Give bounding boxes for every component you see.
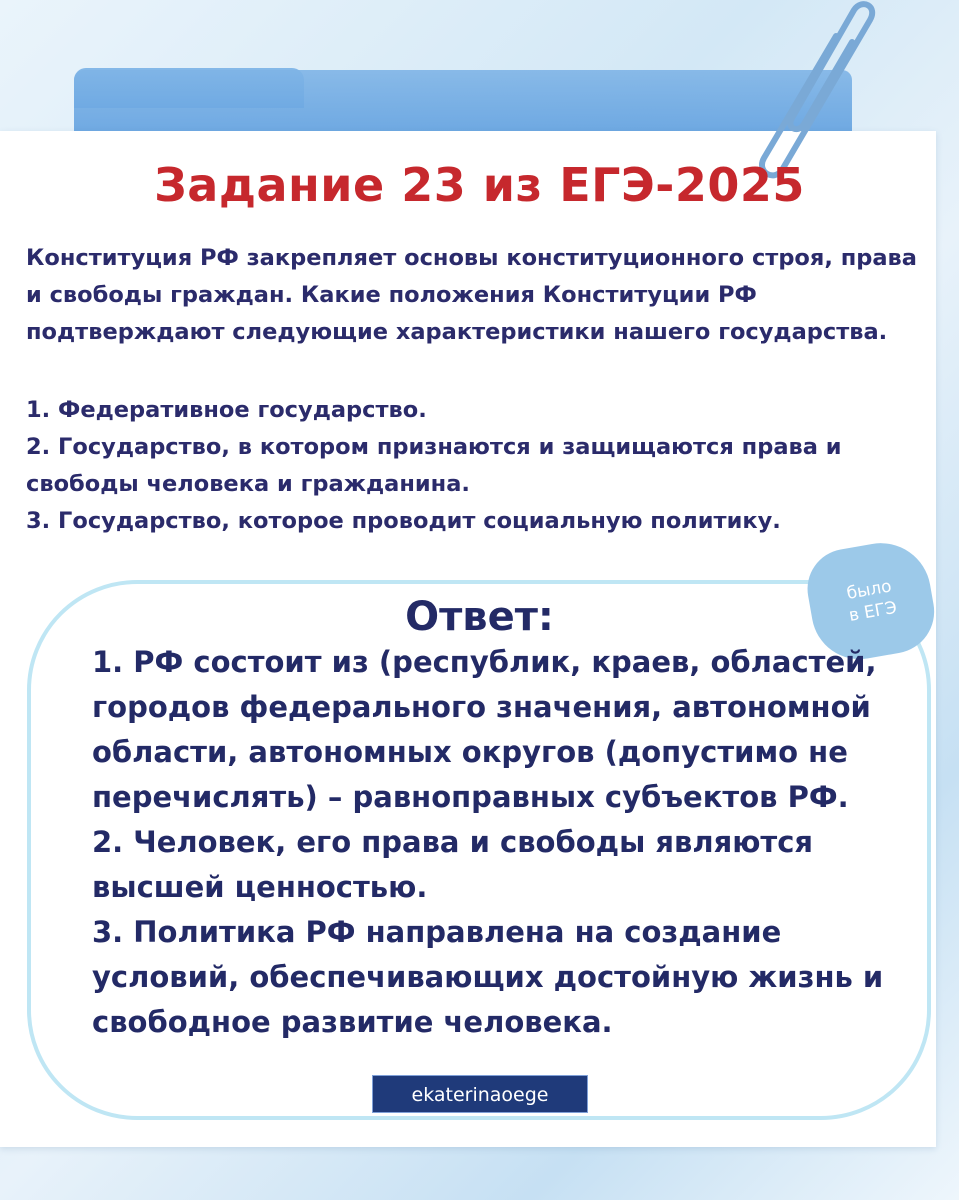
answer-list	[92, 640, 892, 1045]
task-list	[26, 392, 938, 540]
task-item: 3. Государство, которое проводит социальную политику.	[26, 508, 781, 534]
answer-item: 2. Человек, его права и свободы являются высшей ценностью.	[92, 825, 814, 904]
task-item: 2. Государство, в котором признаются и защищаются права и свободы человека и гражданина.	[26, 434, 842, 497]
sticker-line2: в ЕГЭ	[847, 597, 899, 626]
paperclip-icon	[752, 0, 892, 180]
author-handle: ekaterinaoege	[372, 1075, 588, 1113]
answer-title: Ответ:	[405, 594, 554, 640]
answer-item: 3. Политика РФ направлена на создание условий, обеспечивающих достойную жизнь и свободное развитие человека.	[92, 915, 884, 1039]
task-intro: Конституция РФ закрепляет основы конституционного строя, права и свободы граждан. Какие положения Конституции РФ подтверждают следующие характеристики нашего государства.	[26, 245, 917, 345]
task-item: 1. Федеративное государство.	[26, 397, 427, 423]
answer-item: 1. РФ состоит из (республик, краев, областей, городов федерального значения, автономной области, автономных округов (допустимо не перечислять) – равноправных субъектов РФ.	[92, 645, 877, 814]
page-title: Задание 23 из ЕГЭ-2025	[154, 158, 805, 212]
sticker-line1: было	[845, 576, 894, 604]
folder-tape	[74, 70, 852, 140]
